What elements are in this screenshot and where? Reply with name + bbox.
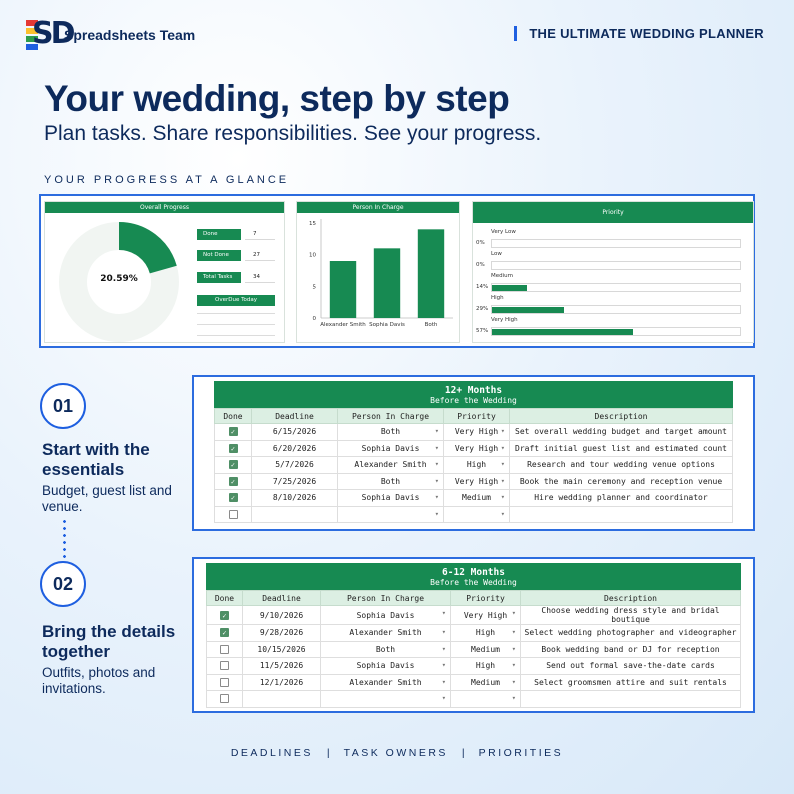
col-deadline: Deadline — [243, 591, 321, 606]
description-cell[interactable]: Choose wedding dress style and bridal boutique — [521, 606, 741, 625]
stat-total-label: Total Tasks — [197, 272, 241, 283]
priority-percent: 0% — [476, 240, 485, 246]
person-dropdown[interactable] — [338, 506, 444, 523]
priority-name: Very High — [491, 317, 518, 323]
done-checkbox[interactable] — [220, 661, 229, 670]
task-table — [214, 408, 733, 523]
done-cell — [207, 691, 243, 708]
person-dropdown[interactable]: Sophia Davis ▾ — [321, 606, 451, 625]
stat-total-value: 34 — [245, 272, 275, 283]
table-row — [215, 440, 733, 457]
priority-dropdown[interactable]: Very High ▾ — [444, 440, 510, 457]
footer-features — [0, 747, 794, 759]
done-checkbox[interactable]: ✓ — [220, 611, 229, 620]
priority-dropdown[interactable] — [444, 506, 510, 523]
table-row — [215, 490, 733, 507]
done-checkbox[interactable]: ✓ — [229, 427, 238, 436]
table-title: 12+ Months — [444, 385, 503, 396]
col-priority: Priority — [444, 409, 510, 424]
description-cell[interactable]: Book the main ceremony and reception venue — [510, 473, 733, 490]
table-row — [215, 457, 733, 474]
priority-name: High — [491, 295, 504, 301]
footer-item: TASK OWNERS — [343, 747, 448, 759]
x-tick-label: Sophia Davis — [369, 322, 405, 328]
hero-subtitle: Plan tasks. Share responsibilities. See your progress. — [44, 122, 542, 145]
person-dropdown[interactable]: Both ▾ — [338, 424, 444, 441]
description-cell[interactable] — [510, 506, 733, 523]
table-row — [215, 506, 733, 523]
person-chart-title: Person In Charge — [297, 202, 459, 213]
overall-progress-title: Overall Progress — [45, 202, 284, 213]
footer-separator: | — [326, 747, 330, 759]
priority-name: Low — [491, 251, 502, 257]
done-checkbox[interactable]: ✓ — [229, 493, 238, 502]
priority-name: Medium — [491, 273, 513, 279]
stat-total — [197, 272, 275, 283]
done-cell — [207, 625, 243, 642]
description-cell[interactable]: Send out formal save-the-date cards — [521, 658, 741, 675]
hero-title: Your wedding, step by step — [44, 78, 510, 119]
footer-separator: | — [461, 747, 465, 759]
person-dropdown[interactable]: Alexander Smith ▾ — [321, 674, 451, 691]
overdue-row-line — [197, 313, 275, 314]
person-dropdown[interactable]: Both ▾ — [321, 641, 451, 658]
priority-row-very-high — [473, 317, 755, 339]
table-row — [215, 424, 733, 441]
priority-track — [491, 283, 741, 292]
person-dropdown[interactable] — [321, 691, 451, 708]
overdue-row-line — [197, 335, 275, 336]
priority-percent: 14% — [476, 284, 489, 290]
deadline-cell[interactable]: 5/7/2026 — [252, 457, 338, 474]
priority-dropdown[interactable]: Very High ▾ — [451, 606, 521, 625]
done-cell — [207, 606, 243, 625]
priority-title: Priority — [473, 202, 753, 223]
person-dropdown[interactable]: Sophia Davis ▾ — [338, 440, 444, 457]
priority-track — [491, 239, 741, 248]
footer-item: PRIORITIES — [478, 747, 564, 759]
priority-row-very-low — [473, 229, 755, 251]
y-tick-label: 10 — [309, 252, 316, 259]
priority-track — [491, 327, 741, 336]
table-title: 6-12 Months — [442, 567, 505, 578]
deadline-cell[interactable] — [252, 506, 338, 523]
done-checkbox[interactable] — [220, 645, 229, 654]
done-checkbox[interactable]: ✓ — [220, 628, 229, 637]
bar — [418, 229, 444, 318]
progress-dashboard — [39, 194, 755, 348]
deadline-cell[interactable]: 10/15/2026 — [243, 641, 321, 658]
done-cell — [207, 674, 243, 691]
stat-not-done-value: 27 — [245, 250, 275, 261]
done-checkbox[interactable] — [220, 694, 229, 703]
priority-dropdown[interactable]: Very High ▾ — [444, 424, 510, 441]
deadline-cell[interactable]: 6/15/2026 — [252, 424, 338, 441]
step-02-description: Outfits, photos and invitations. — [42, 665, 156, 696]
y-tick-label: 15 — [309, 221, 316, 227]
description-cell[interactable]: Hire wedding planner and coordinator — [510, 490, 733, 507]
glance-label: YOUR PROGRESS AT A GLANCE — [44, 174, 290, 186]
description-cell[interactable]: Draft initial guest list and estimated count — [510, 440, 733, 457]
step-02-title: Bring the details together — [42, 622, 176, 661]
col-priority: Priority — [451, 591, 521, 606]
table-body — [215, 424, 733, 523]
stat-done-label: Done — [197, 229, 241, 240]
priority-dropdown[interactable]: High ▾ — [451, 625, 521, 642]
deadline-cell[interactable]: 7/25/2026 — [252, 473, 338, 490]
stat-done — [197, 229, 275, 240]
done-checkbox[interactable]: ✓ — [229, 444, 238, 453]
bar — [374, 248, 400, 318]
brand-name: Spreadsheets Team — [64, 27, 196, 43]
task-table-6-12-months — [192, 557, 755, 713]
priority-dropdown[interactable] — [451, 691, 521, 708]
col-description: Description — [510, 409, 733, 424]
stat-not-done — [197, 250, 275, 261]
priority-dropdown[interactable]: Very High ▾ — [444, 473, 510, 490]
stat-done-value: 7 — [245, 229, 275, 240]
table-row — [207, 606, 741, 625]
priority-name: Very Low — [491, 229, 516, 235]
description-cell[interactable]: Book wedding band or DJ for reception — [521, 641, 741, 658]
col-person: Person In Charge — [321, 591, 451, 606]
table-header-banner — [206, 563, 741, 590]
table-row — [207, 641, 741, 658]
table-header-banner — [214, 381, 733, 408]
deadline-cell[interactable]: 6/20/2026 — [252, 440, 338, 457]
priority-dropdown[interactable]: High ▾ — [444, 457, 510, 474]
done-cell — [215, 440, 252, 457]
step-connector-dots — [63, 518, 66, 558]
table-body — [207, 606, 741, 708]
priority-row-low — [473, 251, 755, 273]
description-cell[interactable]: Select wedding photographer and videographer — [521, 625, 741, 642]
person-dropdown[interactable]: Alexander Smith ▾ — [321, 625, 451, 642]
priority-track — [491, 261, 741, 270]
col-done: Done — [215, 409, 252, 424]
priority-dropdown[interactable]: Medium ▾ — [444, 490, 510, 507]
table-row — [207, 625, 741, 642]
person-chart-panel — [296, 201, 460, 343]
task-table-12-months — [192, 375, 755, 531]
col-deadline: Deadline — [252, 409, 338, 424]
priority-panel — [472, 201, 754, 343]
priority-dropdown[interactable]: Medium ▾ — [451, 641, 521, 658]
deadline-cell[interactable]: 9/10/2026 — [243, 606, 321, 625]
person-dropdown[interactable]: Sophia Davis ▾ — [338, 490, 444, 507]
done-cell — [207, 658, 243, 675]
description-cell[interactable] — [521, 691, 741, 708]
overall-progress-panel — [44, 201, 285, 343]
product-title: THE ULTIMATE WEDDING PLANNER — [514, 26, 764, 41]
priority-dropdown[interactable]: High ▾ — [451, 658, 521, 675]
priority-dropdown[interactable]: Medium ▾ — [451, 674, 521, 691]
done-checkbox[interactable]: ✓ — [229, 477, 238, 486]
overdue-header: OverDue Today — [197, 295, 275, 306]
deadline-cell[interactable]: 9/28/2026 — [243, 625, 321, 642]
table-row — [207, 658, 741, 675]
priority-row-medium — [473, 273, 755, 295]
table-row — [215, 473, 733, 490]
task-table — [206, 590, 741, 708]
col-done: Done — [207, 591, 243, 606]
stat-not-done-label: Not Done — [197, 250, 241, 261]
deadline-cell[interactable]: 11/5/2026 — [243, 658, 321, 675]
overdue-row-line — [197, 324, 275, 325]
brand — [26, 16, 196, 51]
x-tick-label: Alexander Smith — [320, 322, 366, 328]
table-subtitle: Before the Wedding — [430, 396, 517, 405]
table-row — [207, 674, 741, 691]
person-bar-chart — [297, 213, 461, 343]
x-tick-label: Both — [424, 322, 438, 328]
step-number-02: 02 — [40, 561, 86, 607]
step-number-01: 01 — [40, 383, 86, 429]
description-cell[interactable]: Research and tour wedding venue options — [510, 457, 733, 474]
done-checkbox[interactable] — [229, 510, 238, 519]
deadline-cell[interactable]: 8/10/2026 — [252, 490, 338, 507]
person-dropdown[interactable]: Sophia Davis ▾ — [321, 658, 451, 675]
logo-letters: SD — [32, 16, 73, 51]
priority-row-high — [473, 295, 755, 317]
brand-logo — [26, 16, 73, 51]
priority-track — [491, 305, 741, 314]
col-description: Description — [521, 591, 741, 606]
done-cell — [207, 641, 243, 658]
priority-percent: 29% — [476, 306, 489, 312]
done-cell — [215, 490, 252, 507]
done-cell — [215, 457, 252, 474]
done-cell — [215, 424, 252, 441]
person-dropdown[interactable]: Both ▾ — [338, 473, 444, 490]
priority-percent: 57% — [476, 328, 489, 334]
bar — [330, 261, 356, 318]
priority-bar-fill — [492, 307, 564, 313]
table-subtitle: Before the Wedding — [430, 578, 517, 587]
description-cell[interactable]: Select groomsmen attire and suit rentals — [521, 674, 741, 691]
description-cell[interactable]: Set overall wedding budget and target amount — [510, 424, 733, 441]
progress-percent: 20.59% — [100, 274, 138, 284]
y-tick-label: 5 — [312, 284, 316, 291]
priority-bar-fill — [492, 285, 527, 291]
step-01-description: Budget, guest list and venue. — [42, 483, 172, 514]
deadline-cell[interactable] — [243, 691, 321, 708]
deadline-cell[interactable]: 12/1/2026 — [243, 674, 321, 691]
done-checkbox[interactable] — [220, 678, 229, 687]
step-01-title: Start with the essentials — [42, 440, 150, 479]
done-cell — [215, 506, 252, 523]
person-dropdown[interactable]: Alexander Smith ▾ — [338, 457, 444, 474]
col-person: Person In Charge — [338, 409, 444, 424]
footer-item: DEADLINES — [230, 747, 313, 759]
table-row — [207, 691, 741, 708]
done-checkbox[interactable]: ✓ — [229, 460, 238, 469]
priority-bar-fill — [492, 329, 633, 335]
y-tick-label: 0 — [312, 316, 316, 322]
done-cell — [215, 473, 252, 490]
priority-percent: 0% — [476, 262, 485, 268]
